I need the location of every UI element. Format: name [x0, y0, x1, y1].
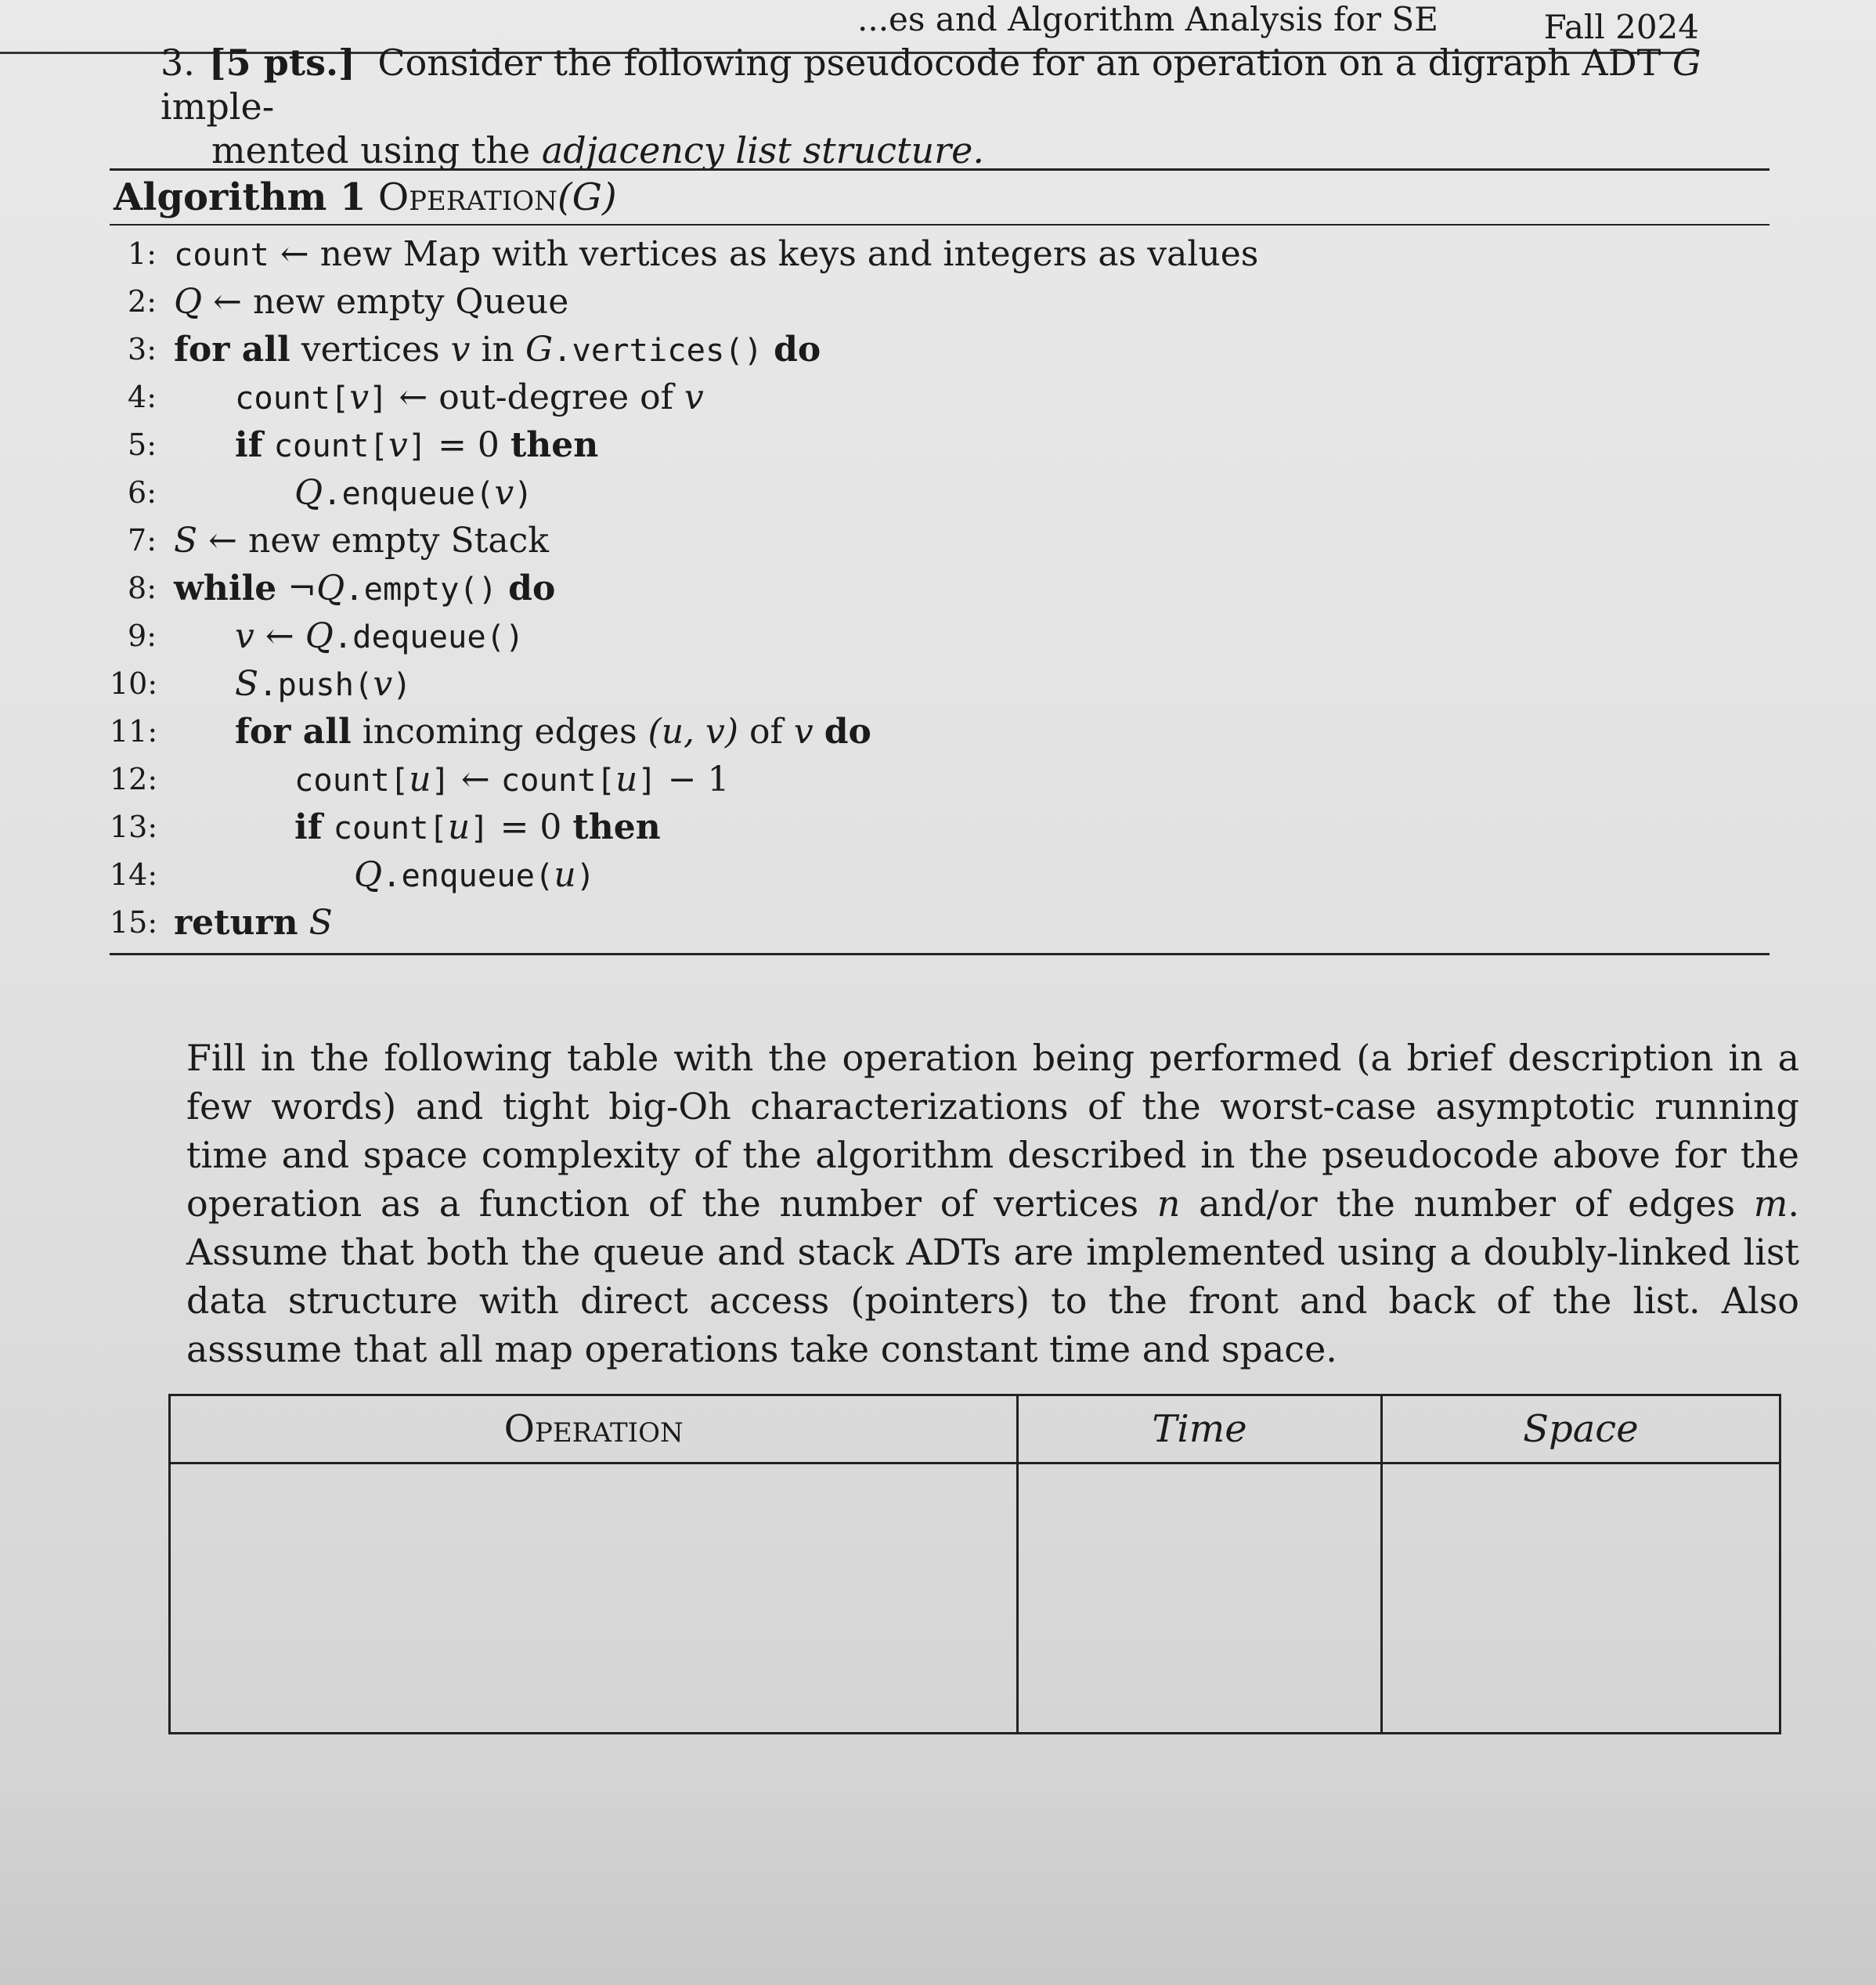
line-content: if count[u] = 0 then	[294, 807, 661, 847]
line-number: 9:	[128, 619, 157, 653]
code-line	[110, 374, 1770, 421]
operation-answer-cell[interactable]	[170, 1463, 1018, 1734]
edge-count-variable: m	[1753, 1182, 1788, 1225]
algorithm-bottom-rule	[110, 953, 1770, 955]
question-points: [5 pts.]	[208, 42, 355, 84]
algorithm-label: Algorithm 1	[114, 175, 366, 219]
line-number: 10:	[110, 666, 158, 701]
vertex-count-variable: n	[1156, 1182, 1181, 1225]
adjacency-list-emphasis: adjacency list structure.	[541, 129, 984, 171]
answer-table	[168, 1394, 1781, 1734]
algorithm-arg: (G)	[557, 175, 617, 219]
line-number: 8:	[128, 571, 157, 605]
algorithm-name: Operation	[377, 175, 557, 219]
digraph-variable: G	[1672, 42, 1701, 84]
code-line	[110, 803, 1770, 851]
line-content: for all incoming edges (u, v) of v do	[235, 712, 871, 752]
line-content: return S	[174, 903, 333, 943]
code-line	[110, 278, 1770, 326]
course-title: ...es and Algorithm Analysis for SE	[857, 0, 1438, 38]
header-space: Space	[1381, 1395, 1780, 1463]
code-line	[110, 660, 1770, 708]
answer-table-row	[170, 1463, 1780, 1734]
line-number: 6:	[128, 475, 157, 510]
line-content: v ← Q.dequeue()	[235, 616, 525, 656]
code-line	[110, 851, 1770, 899]
term-label: Fall 2024	[1543, 8, 1699, 46]
line-number: 7:	[128, 523, 157, 558]
code-line	[110, 421, 1770, 469]
algorithm-block	[110, 168, 1770, 955]
photo-shadow	[0, 1797, 1876, 1985]
line-number: 13:	[110, 810, 158, 844]
space-answer-cell[interactable]	[1381, 1463, 1780, 1734]
question-prompt	[161, 41, 1719, 172]
line-content: if count[v] = 0 then	[235, 425, 599, 465]
code-line	[110, 899, 1770, 947]
question-text-2: imple-	[161, 85, 275, 128]
instructions-text-3: . Assume that both the queue and stack ADTs are implemented using a doubly-linked list data structure with direct access (pointers) to the front and back of the list. Also asssume that all map operations take constant time and space.	[186, 1182, 1799, 1370]
line-number: 1:	[128, 236, 157, 271]
code-line	[110, 756, 1770, 803]
code-line	[110, 230, 1770, 278]
pseudocode-lines	[110, 230, 1770, 947]
code-line	[110, 708, 1770, 756]
line-content: S.push(v)	[235, 664, 412, 704]
instructions-text-1: Fill in the following table with the operation being performed (a brief description in a few words) and tight big-Oh characterizations of the worst-case asymptotic running time and space complexity of the algorithm described in the pseudocode above for the operation as a function of the number of vertices	[186, 1037, 1799, 1225]
line-content: while ¬Q.empty() do	[174, 568, 556, 608]
line-content: for all vertices v in G.vertices() do	[174, 330, 821, 370]
line-content: count[u] ← count[u] − 1	[294, 760, 730, 799]
instructions-paragraph	[186, 1034, 1799, 1373]
code-line	[110, 612, 1770, 660]
question-number: 3.	[161, 42, 195, 84]
line-content: S ← new empty Stack	[174, 521, 549, 561]
line-number: 3:	[128, 332, 157, 366]
question-text-3: mented using the	[211, 129, 531, 171]
header-time: Time	[1018, 1395, 1381, 1463]
line-number: 14:	[110, 857, 158, 892]
line-content: Q ← new empty Queue	[174, 282, 569, 322]
line-content: Q.enqueue(v)	[294, 473, 533, 513]
code-line	[110, 517, 1770, 565]
question-continuation	[161, 128, 1719, 172]
code-line	[110, 326, 1770, 374]
header-operation: Operation	[170, 1395, 1018, 1463]
line-number: 15:	[110, 905, 158, 940]
answer-table-header-row	[170, 1395, 1780, 1463]
question-text-1: Consider the following pseudocode for an operation on a digraph ADT	[377, 42, 1661, 84]
algorithm-title	[110, 171, 1770, 226]
time-answer-cell[interactable]	[1018, 1463, 1381, 1734]
line-content: count[v] ← out-degree of v	[235, 377, 704, 417]
line-number: 4:	[128, 380, 157, 414]
line-content: count ← new Map with vertices as keys and integers as values	[174, 234, 1259, 274]
code-line	[110, 469, 1770, 517]
line-content: Q.enqueue(u)	[354, 855, 596, 895]
line-number: 2:	[128, 284, 157, 319]
line-number: 11:	[110, 714, 158, 749]
instructions-text-2: and/or the number of edges	[1199, 1182, 1736, 1225]
code-line	[110, 565, 1770, 612]
line-number: 5:	[128, 428, 157, 462]
line-number: 12:	[110, 762, 158, 796]
